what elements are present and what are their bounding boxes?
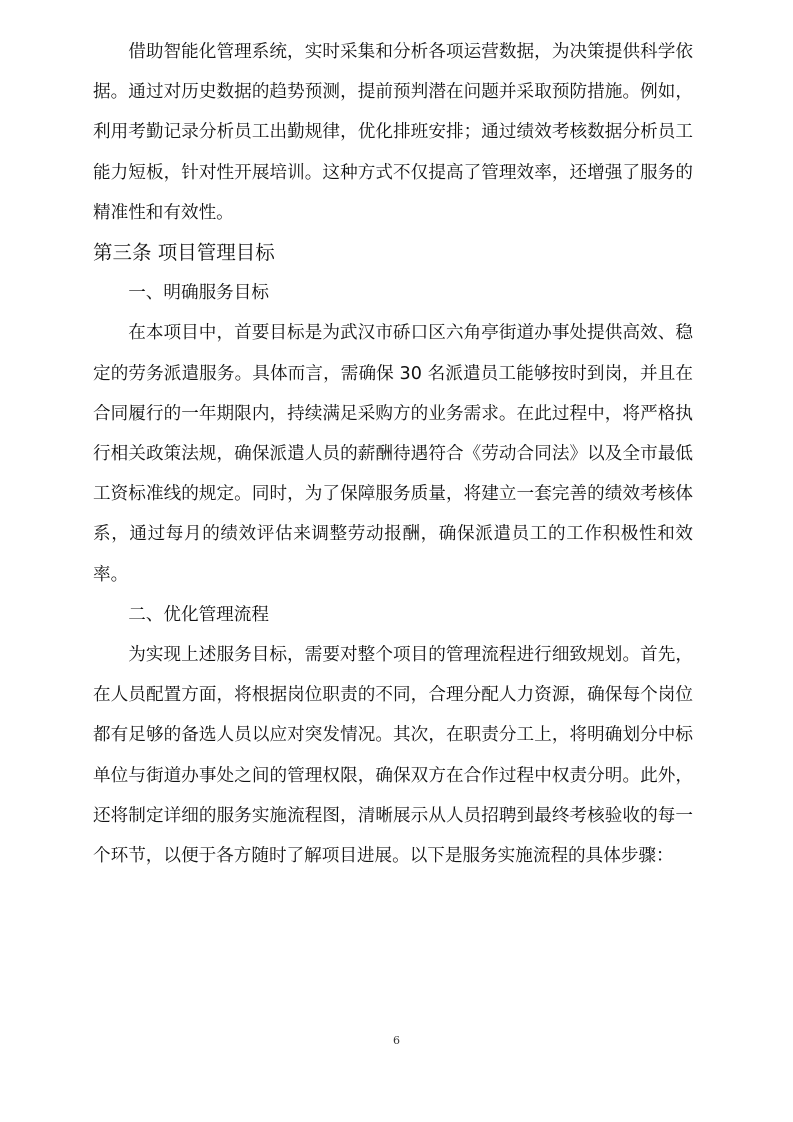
page-content	[93, 32, 693, 876]
article-heading: 第三条 项目管理目标	[93, 241, 275, 265]
paragraph-management-process: 为实现上述服务目标，需要对整个项目的管理流程进行细致规划。首先，在人员配置方面，将根据岗位职责的不同，合理分配人力资源，确保每个岗位都有足够的备选人员以应对突发情况。其次，在职责分工上，将明确划分中标单位与街道办事处之间的管理权限，确保双方在合作过程中权责分明。此外，还将制定详细的服务实施流程图，清晰展示从人员招聘到最终考核验收的每一个环节，以便于各方随时了解项目进展。以下是服务实施流程的具体步骤：	[93, 645, 693, 867]
section-heading-service-goals: 一、明确服务目标	[128, 283, 269, 304]
section-heading-optimize-process: 二、优化管理流程	[128, 604, 269, 625]
paragraph-intelligent-management: 借助智能化管理系统，实时采集和分析各项运营数据，为决策提供科学依据。通过对历史数据的趋势预测，提前预判潜在问题并采取预防措施。例如，利用考勤记录分析员工出勤规律，优化排班安排；通过绩效考核数据分析员工能力短板，针对性开展培训。这种方式不仅提高了管理效率，还增强了服务的精准性和有效性。	[93, 42, 693, 223]
paragraph-service-goals: 在本项目中，首要目标是为武汉市硚口区六角亭街道办事处提供高效、稳定的劳务派遣服务。具体而言，需确保 30 名派遣员工能够按时到岗，并且在合同履行的一年期限内，持续满足采购方的业务需求。在此过程中，将严格执行相关政策法规，确保派遣人员的薪酬待遇符合《劳动合同法》以及全市最低工资标准线的规定。同时，为了保障服务质量，将建立一套完善的绩效考核体系，通过每月的绩效评估来调整劳动报酬，确保派遣员工的工作积极性和效率。	[93, 323, 693, 585]
page-number: 6	[393, 1034, 400, 1047]
